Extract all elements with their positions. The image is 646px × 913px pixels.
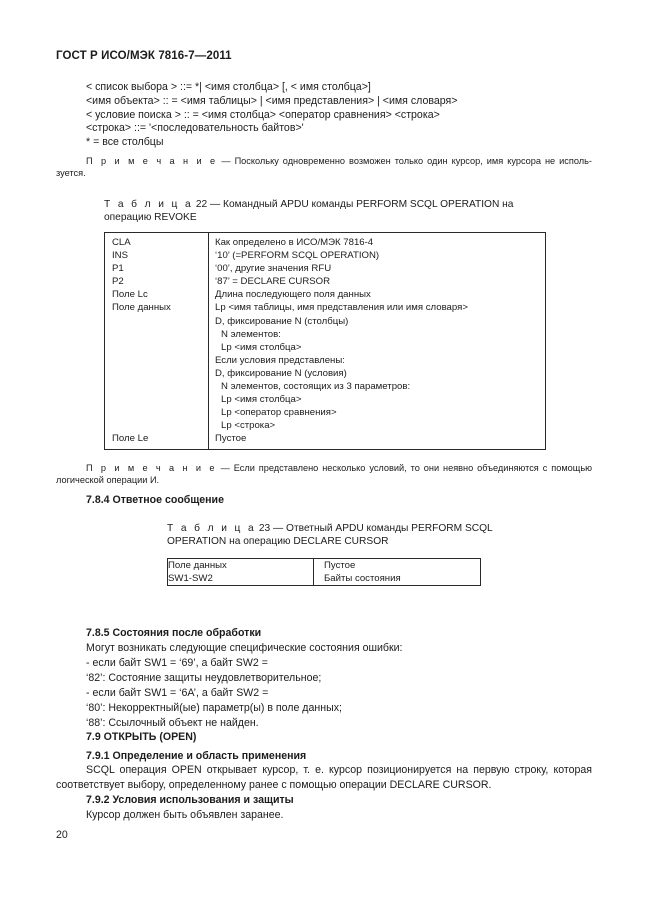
table-22-value-column — [209, 233, 546, 450]
table-22-field-column — [105, 233, 209, 450]
table-cell — [112, 406, 208, 419]
table-cell: Поле данных — [112, 302, 171, 314]
table-cell — [112, 393, 208, 406]
grammar-line: <имя объекта> :: = <имя таблицы> | <имя представления> | <имя словаря> — [86, 94, 458, 107]
section-heading-7-9-2: 7.9.2 Условия использования и защиты — [86, 794, 294, 806]
note-text: — Если представлено несколько условий, то они неявно объединяются с помощью логической операции И. — [56, 463, 592, 486]
grammar-line: < условие поиска > :: = <имя столбца> <оператор сравнения> <строка> — [86, 108, 440, 121]
table-cell: SW1-SW2 — [168, 573, 213, 585]
table-cell — [112, 315, 208, 328]
table-cell: Пустое — [215, 433, 247, 445]
table-caption-text: 23 — Ответный APDU команды PERFORM SCQL OPERATION на операцию DECLARE CURSOR — [167, 523, 493, 547]
standard-header: ГОСТ Р ИСО/МЭК 7816-7—2011 — [56, 50, 232, 62]
table-cell: Lp <имя столбца> — [221, 341, 302, 353]
grammar-line: <строка> ::= '<последовательность байтов>' — [86, 122, 304, 135]
section-7-9-2-paragraph: Курсор должен быть объявлен заранее. — [86, 809, 284, 821]
table-cell: Пустое — [324, 560, 356, 571]
table-22-caption — [104, 199, 554, 224]
list-item: Могут возникать следующие специфические состояния ошибки: — [86, 642, 403, 654]
table-cell: N элементов, состоящих из 3 параметров: — [221, 381, 411, 393]
table-23-value-column — [314, 559, 481, 586]
page-number: 20 — [56, 829, 68, 841]
table-cell: Если условия представлены: — [215, 354, 345, 366]
table-23-field-column — [168, 559, 314, 586]
note-label: П р и м е ч а н и е — [86, 463, 217, 473]
table-cell: D, фиксирование N (условия) — [215, 367, 347, 379]
section-7-9-1-paragraph: SCQL операция OPEN открывает курсор, т. е. курсор позиционируется на первую строку, которая соответствует выбору, определенному ранее с помощью операции DECLARE CURSOR. — [56, 764, 592, 792]
table-caption-label: Т а б л и ц а — [167, 523, 257, 534]
table-cell: CLA — [112, 237, 131, 248]
list-item: - если байт SW1 = ‘69’, а байт SW2 = — [86, 657, 268, 670]
table-cell: D, фиксирование N (столбцы) — [215, 315, 349, 327]
table-cell: Lp <имя столбца> — [221, 394, 302, 406]
table-cell: Lp <оператор сравнения> — [221, 407, 337, 419]
table-caption-label: Т а б л и ц а — [104, 199, 194, 210]
table-cell — [112, 328, 208, 341]
grammar-line: * = все столбцы — [86, 136, 164, 149]
grammar-definitions — [86, 81, 457, 150]
table-cell — [112, 341, 208, 354]
table-cell: Поле данных — [168, 560, 227, 571]
section-heading-7-8-5: 7.8.5 Состояния после обработки — [86, 627, 262, 639]
note-text: — Поскольку одновременно возможен только один курсор, имя курсора не исполь-зуется. — [56, 156, 592, 179]
list-item: ‘82’: Состояние защиты неудовлетворительное; — [86, 672, 322, 685]
table-cell: ‘87’ = DECLARE CURSOR — [215, 276, 331, 288]
table-cell: INS — [112, 250, 128, 262]
table-cell: P2 — [112, 276, 124, 288]
table-cell — [112, 354, 208, 367]
list-item: - если байт SW1 = ‘6A’, а байт SW2 = — [86, 687, 269, 700]
table-cell — [112, 419, 208, 432]
table-cell: ‘00’, другие значения RFU — [215, 263, 332, 275]
table-cell: ‘10’ (=PERFORM SCQL OPERATION) — [215, 250, 380, 262]
table-cell: Lp <имя таблицы, имя представления или имя словаря> — [215, 302, 468, 314]
table-22 — [104, 232, 546, 450]
table-23-caption — [167, 523, 497, 548]
note-cursor-name — [56, 155, 592, 179]
grammar-line: < список выбора > ::= *| <имя столбца> [, < имя столбца>] — [86, 81, 371, 93]
table-cell: N элементов: — [221, 328, 281, 340]
table-cell: Поле Le — [112, 433, 149, 445]
table-caption-text: 22 — Командный APDU команды PERFORM SCQL OPERATION на операцию REVOKE — [104, 199, 514, 223]
table-23 — [167, 558, 481, 586]
table-cell — [112, 367, 208, 380]
table-cell: Как определено в ИСО/МЭК 7816-4 — [215, 237, 374, 248]
table-cell — [112, 380, 208, 393]
table-cell: Длина последующего поля данных — [215, 289, 371, 301]
table-cell: Lp <строка> — [221, 420, 276, 432]
section-heading-7-9: 7.9 ОТКРЫТЬ (OPEN) — [86, 731, 197, 743]
section-heading-7-8-4: 7.8.4 Ответное сообщение — [86, 494, 224, 506]
note-label: П р и м е ч а н и е — [86, 156, 218, 166]
section-heading-7-9-1: 7.9.1 Определение и область применения — [86, 750, 307, 762]
table-cell: P1 — [112, 263, 124, 275]
list-item: ‘88’: Ссылочный объект не найден. — [86, 717, 259, 730]
table-cell: Байты состояния — [324, 573, 401, 585]
table-cell: Поле Lc — [112, 289, 148, 301]
note-conditions — [56, 462, 592, 486]
error-states-list — [86, 641, 403, 732]
list-item: ‘80’: Некорректный(ые) параметр(ы) в поле данных; — [86, 702, 342, 715]
